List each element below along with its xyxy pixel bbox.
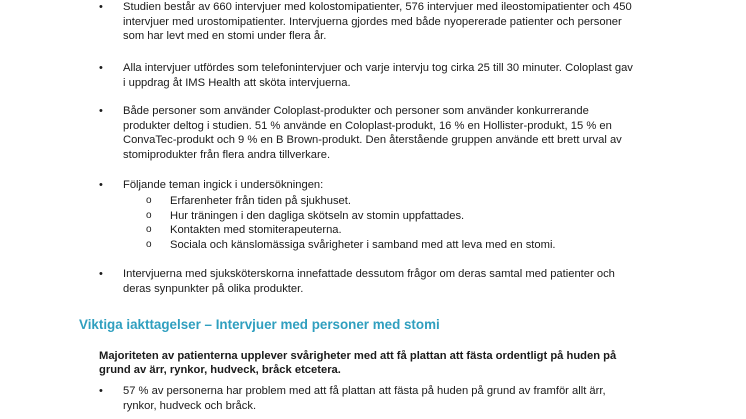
sub-bullet-marker: o — [146, 239, 152, 250]
text-line: i uppdrag åt IMS Health att sköta intervjuerna. — [123, 76, 351, 89]
text-line: rynkor, hudveck och bråck. — [123, 399, 257, 412]
bullet-themes-intro — [123, 178, 723, 193]
theme-item: Sociala och känslomässiga svårigheter i samband med att leva med en stomi. — [170, 239, 556, 251]
text-line: Studien består av 660 intervjuer med kolostomipatienter, 576 intervjuer med ileostomipatienter och 450 — [123, 1, 632, 13]
sub-bullet-marker: o — [146, 224, 152, 235]
bullet-marker: • — [99, 62, 103, 74]
bullet-nurse-interviews — [123, 267, 723, 296]
text-line: deras synpunkter på olika produkter. — [123, 282, 304, 295]
bullet-product-users — [123, 104, 723, 162]
theme-item: Kontakten med stomiterapeuterna. — [170, 224, 342, 236]
text-line: ConvaTec-produkt och 9 % en B Brown-produkt. Den återstående gruppen använde ett brett urval av — [123, 134, 622, 147]
text-line: som har levt med en stomi under flera år. — [123, 30, 327, 43]
theme-item: Erfarenheter från tiden på sjukhuset. — [170, 195, 351, 207]
key-finding — [99, 350, 699, 377]
bullet-marker: • — [99, 1, 103, 13]
bullet-marker: • — [99, 105, 103, 117]
theme-item: Hur träningen i den dagliga skötseln av stomin uppfattades. — [170, 210, 465, 222]
bullet-finding-stat — [123, 384, 723, 413]
bullet-marker: • — [99, 385, 103, 397]
bullet-marker: • — [99, 179, 103, 191]
text-line: stomiprodukter från flera andra tillverkare. — [123, 148, 331, 161]
sub-bullet-marker: o — [146, 210, 152, 221]
bullet-study-size — [123, 0, 723, 44]
text-line: grund av ärr, rynkor, hudveck, bråck etcetera. — [99, 363, 341, 376]
section-heading: Viktiga iakttagelser – Intervjuer med personer med stomi — [79, 317, 440, 332]
text-line: Majoriteten av patienterna upplever svårigheter med att få plattan att fästa ordentligt på huden på — [99, 350, 617, 362]
text-line: Både personer som använder Coloplast-produkter och personer som använder konkurrerande — [123, 105, 589, 117]
text-line: Intervjuerna med sjuksköterskorna innefattade dessutom frågor om deras samtal med patienter och — [123, 268, 615, 280]
text-line: produkter deltog i studien. 51 % använde en Coloplast-produkt, 16 % en Hollister-produkt, 15 % en — [123, 119, 612, 132]
text-line: Följande teman ingick i undersökningen: — [123, 179, 324, 191]
text-line: Alla intervjuer utfördes som telefonintervjuer och varje intervju tog cirka 25 till 30 minuter. Coloplast gav — [123, 62, 633, 74]
text-line: 57 % av personerna har problem med att få plattan att fästa på huden på grund av framför allt ärr, — [123, 385, 606, 397]
bullet-interview-method — [123, 61, 723, 90]
bullet-marker: • — [99, 268, 103, 280]
sub-bullet-marker: o — [146, 195, 152, 206]
text-line: intervjuer med urostomipatienter. Intervjuerna gjordes med både nyopererade patienter och personer — [123, 15, 622, 28]
